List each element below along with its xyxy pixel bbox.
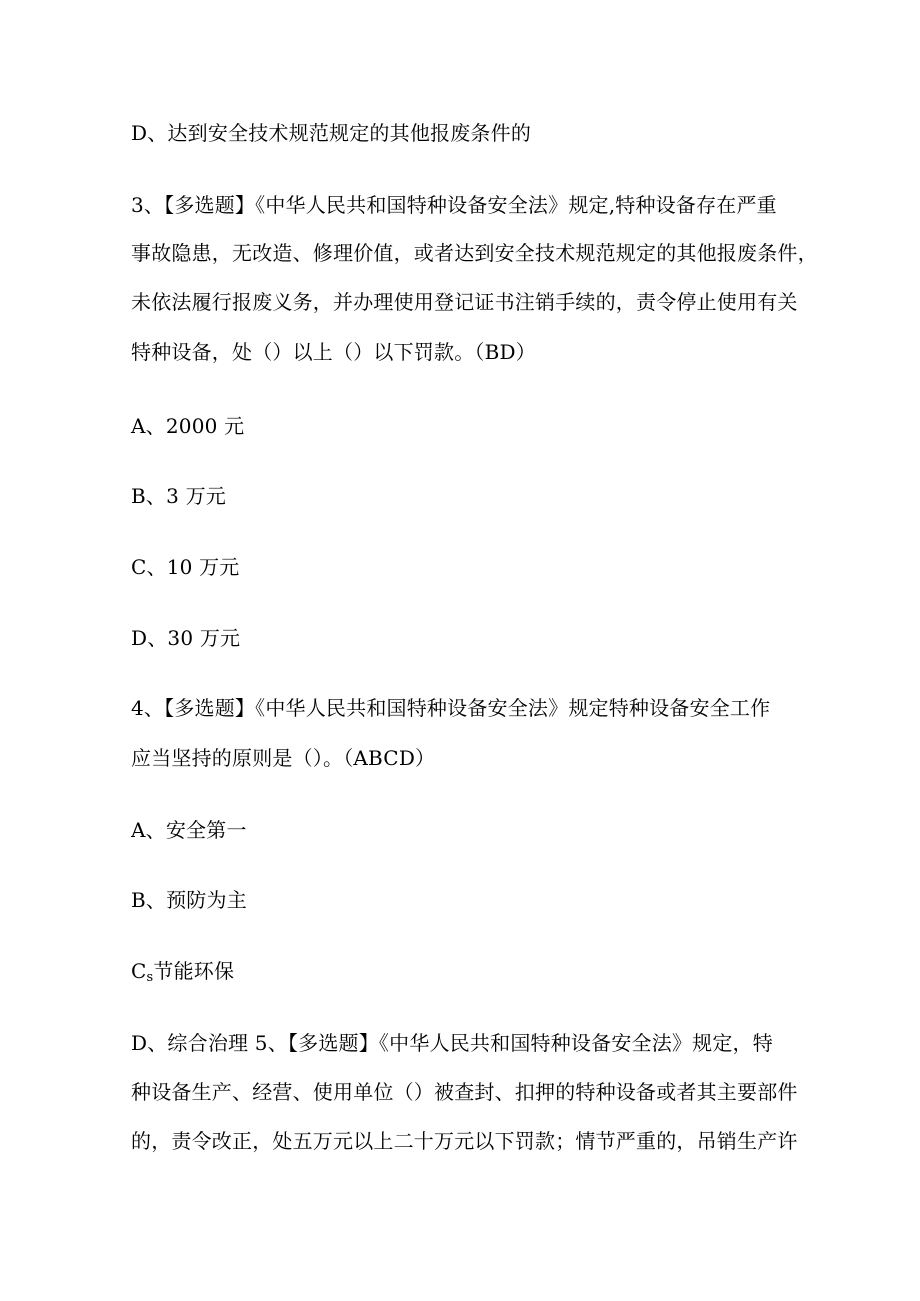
q5-text-line-2: 种设备生产、经营、使用单位（）被查封、扣押的特种设备或者其主要部件 <box>131 1080 798 1104</box>
q3-option-b: B、3 万元 <box>131 484 226 508</box>
q4-option-b: B、预防为主 <box>131 888 247 912</box>
q4-text-line-2: 应当坚持的原则是（）。（ABCD） <box>131 746 436 770</box>
q3-text-line-1: 3、【多选题】《中华人民共和国特种设备安全法》规定,特种设备存在严重 <box>131 193 777 217</box>
q4-option-c-text: 节能环保 <box>153 959 235 983</box>
q4-option-c <box>131 959 234 990</box>
q5-text-line-1: D、综合治理 5、【多选题】《中华人民共和国特种设备安全法》规定，特 <box>131 1031 773 1055</box>
q2-option-d: D、达到安全技术规范规定的其他报废条件的 <box>131 121 532 145</box>
q4-text-line-1: 4、【多选题】《中华人民共和国特种设备安全法》规定特种设备安全工作 <box>131 696 771 720</box>
q5-text-line-3: 的，责令改正，处五万元以上二十万元以下罚款；情节严重的，吊销生产许 <box>131 1129 798 1153</box>
q3-text-line-3: 未依法履行报废义务，并办理使用登记证书注销手续的，责令停止使用有关 <box>131 290 798 314</box>
q4-option-c-letter: C <box>131 959 147 983</box>
q3-text-line-4: 特种设备，处（）以上（）以下罚款。（BD） <box>131 340 536 364</box>
q3-option-a: A、2000 元 <box>131 414 245 438</box>
q4-option-c-subscript: s <box>146 970 154 985</box>
q3-option-d: D、30 万元 <box>131 626 241 650</box>
q3-option-c: C、10 万元 <box>131 555 240 579</box>
q4-option-a: A、安全第一 <box>131 818 247 842</box>
q3-text-line-2: 事故隐患，无改造、修理价值，或者达到安全技术规范规定的其他报废条件， <box>131 241 818 265</box>
